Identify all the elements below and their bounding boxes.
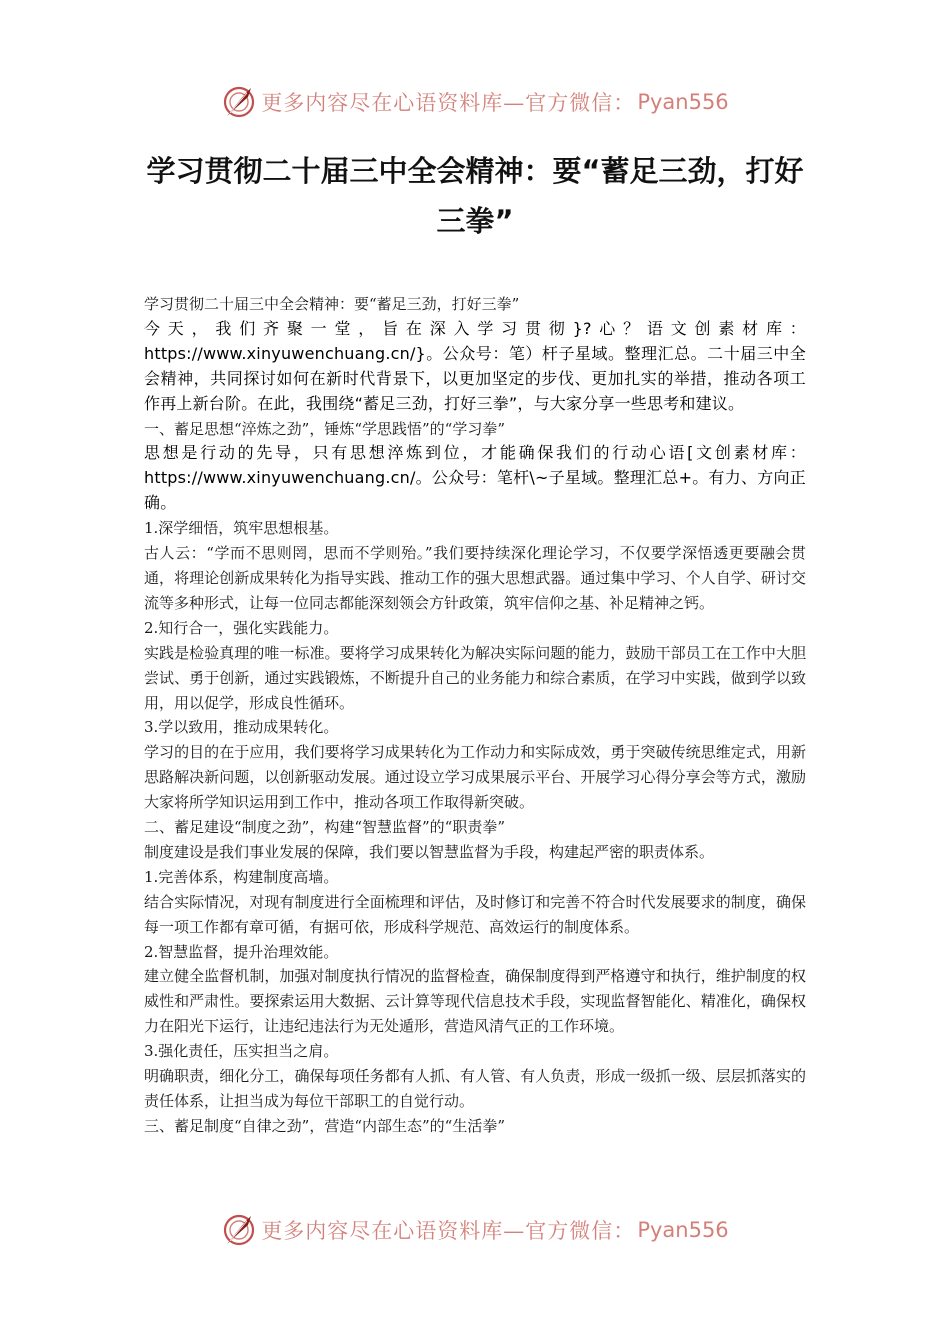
paragraph: 学习的目的在于应用，我们要将学习成果转化为工作动力和实际成效，勇于突破传统思维定式，用新思路解决新问题，以创新驱动发展。通过设立学习成果展示平台、开展学习心得分享会等方式，激励大家将所学知识运用到工作中，推动各项工作取得新突破。 — [144, 743, 806, 812]
subheading: 3.强化责任，压实担当之肩。 — [144, 1042, 339, 1061]
paragraph: 古人云：“学而不思则罔，思而不学则殆。”我们要持续深化理论学习，不仅要学深悟透更要融会贯通，将理论创新成果转化为指导实践、推动工作的强大思想武器。通过集中学习、个人自学、研讨交流等多种形式，让每一位同志都能深刻领会方针政策，筑牢信仰之基、补足精神之钙。 — [144, 544, 806, 612]
quill-logo-icon — [221, 84, 257, 120]
paragraph: 学习贯彻二十届三中全会精神：要“蓄足三劲，打好三拳” — [144, 295, 520, 313]
paragraph: 思想是行动的先导，只有思想淬炼到位，才能确保我们的行动心语[文创素材库：https://www.xinyuwenchuang.cn/。公众号：笔杆\~子星域。整理汇总+。有力、方向正确。 — [144, 443, 806, 513]
subheading: 1.深学细悟，筑牢思想根基。 — [144, 519, 339, 538]
paragraph: 实践是检验真理的唯一标准。要将学习成果转化为解决实际问题的能力，鼓励干部员工在工作中大胆尝试、勇于创新，通过实践锻炼，不断提升自己的业务能力和综合素质，在学习中实践，做到学以致用，用以促学，形成良性循环。 — [144, 643, 806, 712]
paragraph: 明确职责，细化分工，确保每项任务都有人抓、有人管、有人负责，形成一级抓一级、层层抓落实的责任体系，让担当成为每位干部职工的自觉行动。 — [144, 1067, 806, 1110]
section-heading: 一、蓄足思想“淬炼之劲”，锤炼“学思践悟”的“学习拳” — [144, 419, 506, 438]
subheading: 3.学以致用，推动成果转化。 — [144, 718, 339, 737]
banner-wechat-id: Pyan556 — [637, 1218, 729, 1242]
section-heading: 二、蓄足建设“制度之劲”，构建“智慧监督”的“职责拳” — [144, 818, 506, 837]
paragraph: 今天，我们齐聚一堂，旨在深入学习贯彻}?心？语文创素材库：https://www.xinyuwenchuang.cn/}。公众号：笔）杆子星域。整理汇总。二十届三中全会精神，共同探讨如何在新时代背景下，以更加坚定的步伐、更加扎实的举措，推动各项工作再上新台阶。在此，我围绕“蓄足三劲，打好三拳”，与大家分享一些思考和建议。 — [144, 318, 806, 413]
document-title: 学习贯彻二十届三中全会精神：要“蓄足三劲，打好三拳” — [146, 154, 804, 238]
footer-banner — [0, 1210, 950, 1250]
banner-wechat-id: Pyan556 — [637, 90, 729, 114]
subheading: 2.知行合一，强化实践能力。 — [144, 618, 339, 637]
header-banner — [0, 82, 950, 122]
section-heading: 三、蓄足制度“自律之劲”，营造“内部生态”的“生活拳” — [144, 1116, 506, 1135]
subheading: 2.智慧监督，提升治理效能。 — [144, 942, 339, 961]
quill-logo-icon — [221, 1212, 257, 1248]
paragraph: 结合实际情况，对现有制度进行全面梳理和评估，及时修订和完善不符合时代发展要求的制度，确保每一项工作都有章可循，有据可依，形成科学规范、高效运行的制度体系。 — [144, 892, 806, 936]
paragraph: 制度建设是我们事业发展的保障，我们要以智慧监督为手段，构建起严密的职责体系。 — [144, 842, 715, 861]
banner-text: 更多内容尽在心语资料库—官方微信： — [261, 1219, 636, 1243]
subheading: 1.完善体系，构建制度高墙。 — [144, 867, 339, 886]
banner-text: 更多内容尽在心语资料库—官方微信： — [261, 91, 636, 115]
document-body — [144, 292, 806, 1139]
paragraph: 建立健全监督机制，加强对制度执行情况的监督检查，确保制度得到严格遵守和执行，维护制度的权威性和严肃性。要探索运用大数据、云计算等现代信息技术手段，实现监督智能化、精准化，确保权力在阳光下运行，让违纪违法行为无处遁形，营造风清气正的工作环境。 — [144, 967, 806, 1036]
